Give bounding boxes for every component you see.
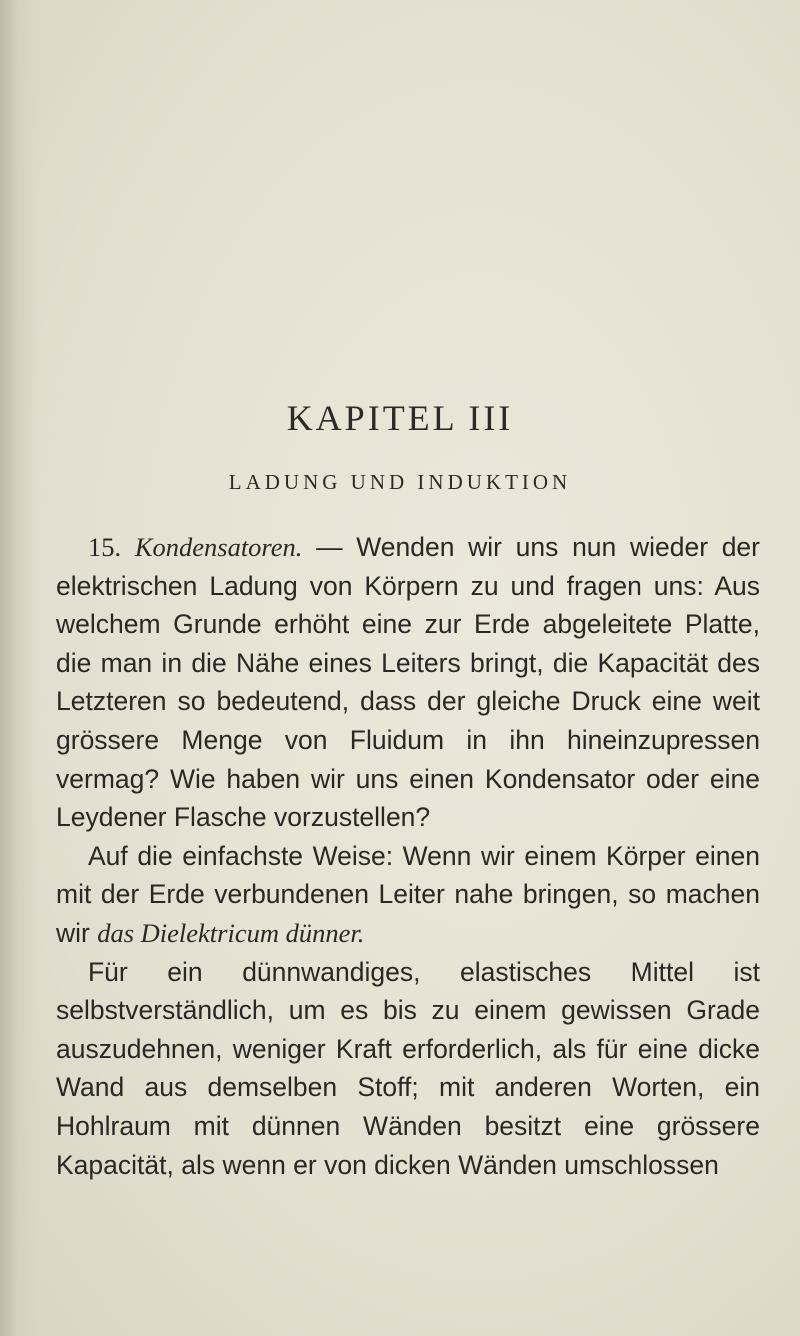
paragraph-2 — [56, 837, 760, 953]
paragraph-3-text: Für ein dünnwandiges, elastisches Mittel ist selbstverständlich, um es bis zu einem gewissen Grade auszudehnen, weniger Kraft erforderlich, als für eine dicke Wand aus demselben Stoff; mit anderen Worten, ein Hohlraum mit dünnen Wänden besitzt eine grössere Kapacität, als wenn er von dicken Wänden umschlossen — [56, 956, 760, 1180]
paragraph-3 — [56, 953, 760, 1185]
page-gutter-shadow — [0, 0, 40, 1336]
chapter-title: KAPITEL III — [286, 398, 514, 438]
paragraph-2-emphasis: das Dielektricum dünner. — [97, 917, 365, 948]
paragraph-1 — [56, 528, 760, 837]
paragraph-1-text: — Wenden wir uns nun wieder der elektrischen Ladung von Körpern zu und fragen uns: Aus welchem Grunde erhöht eine zur Erde abgeleitete Platte, die man in die Nähe eines Leiters bringt, die Kapacität des Letzteren so bedeutend, dass der gleiche Druck eine weit grössere Menge von Fluidum in ihn hineinzupressen vermag? Wie haben wir uns einen Kondensator oder eine Leydener Flasche vorzustellen? — [56, 532, 760, 833]
section-title: Kondensatoren. — [134, 532, 303, 562]
chapter-subtitle: LADUNG UND INDUKTION — [228, 470, 572, 494]
paragraph-2-text: Auf die einfachste Weise: Wenn wir einem Körper einen mit der Erde verbundenen Leiter nahe bringen, so machen wir — [56, 840, 760, 948]
section-number: 15. — [88, 532, 122, 562]
body-text — [56, 528, 760, 1184]
